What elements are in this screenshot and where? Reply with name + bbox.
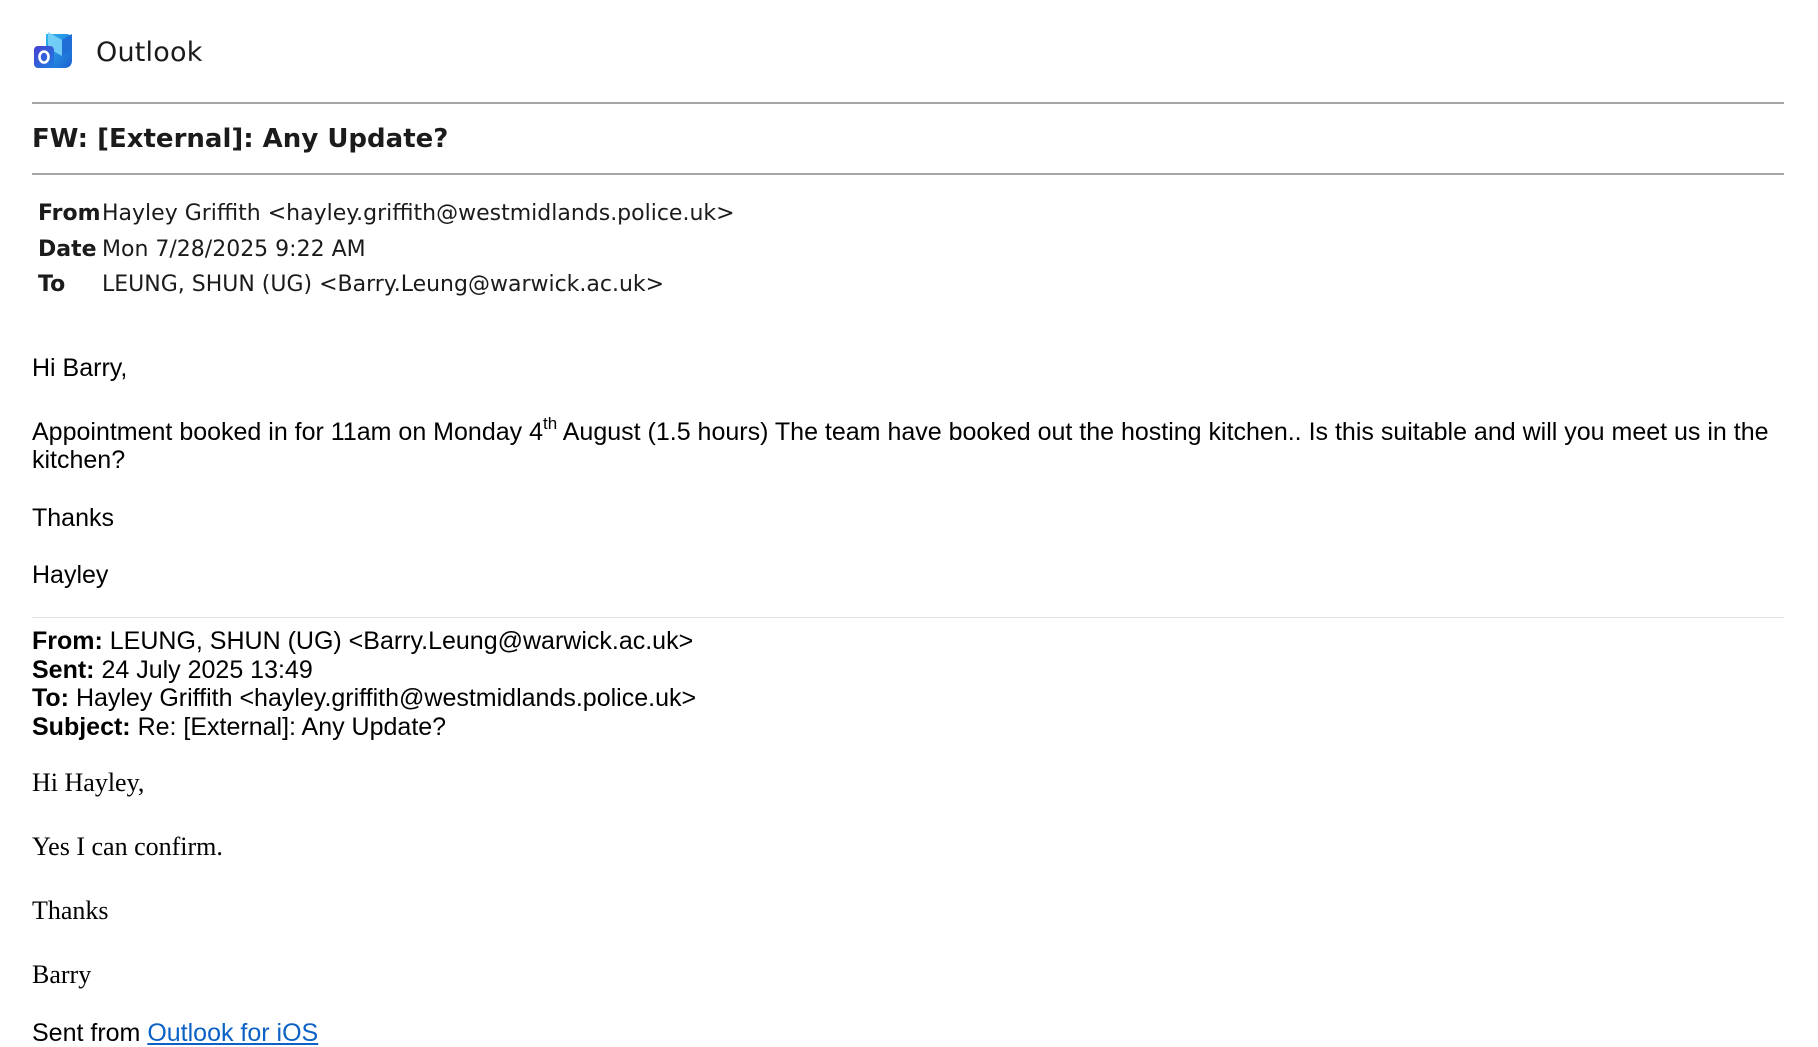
body-signature: Hayley: [32, 561, 109, 589]
sent-from-prefix: Sent from: [32, 1019, 148, 1047]
meta-to-label: To: [38, 272, 66, 298]
meta-to-row: [38, 267, 735, 303]
app-title: Outlook: [96, 36, 203, 68]
meta-date-row: [38, 232, 735, 268]
forwarded-greeting: Hi Hayley,: [32, 768, 145, 797]
app-header: [32, 28, 203, 76]
forward-divider: [32, 617, 1784, 618]
forwarded-from-line: [32, 627, 696, 656]
forwarded-signature: Barry: [32, 960, 92, 989]
meta-date-label: Date: [38, 236, 97, 262]
sender-address[interactable]: Hayley Griffith <hayley.griffith@westmidlands.police.uk>: [102, 201, 735, 227]
forwarded-header: [32, 627, 696, 741]
forwarded-from-label: From:: [32, 627, 103, 655]
meta-from-row: [38, 196, 735, 232]
recipient-address[interactable]: LEUNG, SHUN (UG) <Barry.Leung@warwick.ac.uk>: [102, 272, 665, 298]
subject-divider: [32, 173, 1784, 175]
forwarded-to-label: To:: [32, 684, 70, 712]
forwarded-subject-label: Subject:: [32, 712, 131, 741]
body-paragraph-start: Appointment booked in for 11am on Monday 4: [32, 418, 543, 446]
body-paragraph: [32, 413, 1784, 474]
forwarded-sent-label: Sent:: [32, 655, 95, 684]
outlook-for-ios-link[interactable]: Outlook for iOS: [147, 1019, 319, 1047]
forwarded-sent-value: 24 July 2025 13:49: [94, 655, 313, 684]
forwarded-sent-line: [32, 656, 696, 685]
header-divider: [32, 102, 1784, 104]
body-paragraph-superscript: th: [542, 413, 558, 433]
forwarded-subject-value: Re: [External]: Any Update?: [130, 712, 447, 741]
body-thanks: Thanks: [32, 504, 114, 532]
body-greeting: Hi Barry,: [32, 354, 128, 382]
sent-from-line: [32, 1019, 318, 1047]
forwarded-body-line: Yes I can confirm.: [32, 832, 223, 861]
forwarded-subject-line: [32, 713, 696, 742]
meta-from-label: From: [38, 201, 101, 227]
forwarded-from-value: LEUNG, SHUN (UG) <Barry.Leung@warwick.ac.uk>: [102, 627, 694, 655]
forwarded-to-value: Hayley Griffith <hayley.griffith@westmidlands.police.uk>: [69, 684, 697, 712]
email-subject: FW: [External]: Any Update?: [32, 124, 449, 154]
forwarded-to-line: [32, 684, 696, 713]
outlook-logo-icon: [32, 30, 76, 74]
body-paragraph-end: August (1.5 hours) The team have booked out the hosting kitchen.. Is this suitable and will you meet us in the kitchen?: [32, 418, 1769, 474]
forwarded-thanks: Thanks: [32, 896, 109, 925]
email-meta: [38, 196, 735, 303]
sent-date: Mon 7/28/2025 9:22 AM: [102, 236, 366, 262]
